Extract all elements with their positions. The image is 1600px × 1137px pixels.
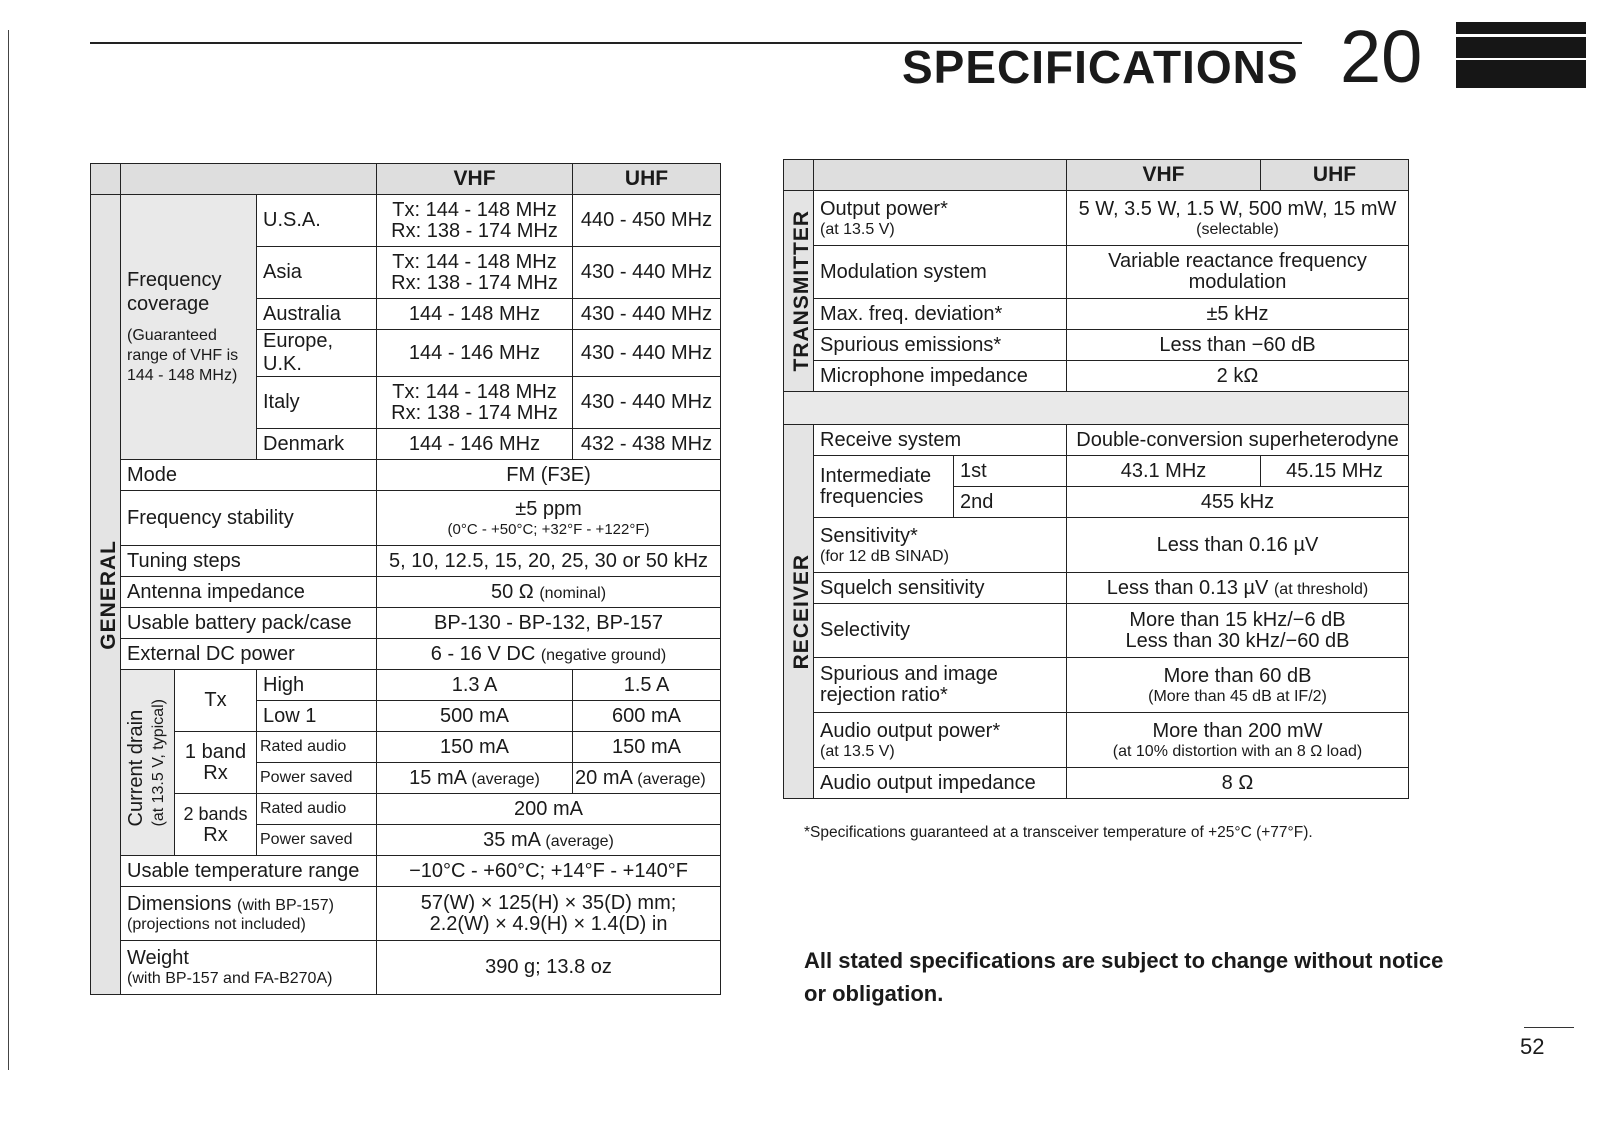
footnote: *Specifications guaranteed at a transceiver temperature of +25°C (+77°F). xyxy=(804,824,1313,841)
vhf-asia-tx: Tx: 144 - 148 MHz xyxy=(392,250,557,273)
modulation-label: Modulation system xyxy=(814,246,1067,299)
table-row xyxy=(91,887,721,941)
table-row xyxy=(784,573,1409,604)
col-header-vhf: VHF xyxy=(377,164,573,195)
dimensions-note: (projections not included) xyxy=(127,916,306,933)
rx2-rated-label: Rated audio xyxy=(257,794,377,825)
tx-high-label: High xyxy=(257,670,377,701)
vhf-usa xyxy=(377,195,573,247)
stability-range: (0°C - +50°C; +32°F - +122°F) xyxy=(447,521,650,538)
table-row xyxy=(784,425,1409,456)
selectivity-label: Selectivity xyxy=(814,604,1067,658)
page-number: 52 xyxy=(1520,1034,1545,1059)
squelch-value-cell xyxy=(1067,573,1409,604)
section-transmitter xyxy=(784,191,814,392)
table-row xyxy=(784,191,1409,246)
rx1-label-line1: 1 band xyxy=(184,740,247,763)
table-row xyxy=(91,195,721,247)
col-header-vhf: VHF xyxy=(1067,160,1261,191)
tuning-value: 5, 10, 12.5, 15, 20, 25, 30 or 50 kHz xyxy=(377,546,721,577)
output-power-note: (at 13.5 V) xyxy=(820,220,895,238)
if-first-label: 1st xyxy=(954,456,1067,487)
col-header-uhf: UHF xyxy=(573,164,721,195)
output-power-label: Output power* xyxy=(820,197,948,220)
table-row xyxy=(91,794,721,825)
vhf-italy-tx: Tx: 144 - 148 MHz xyxy=(392,380,557,403)
section-separator xyxy=(784,392,1409,425)
selectivity-value-line1: More than 15 kHz/−6 dB xyxy=(1129,608,1346,631)
rx2-label xyxy=(175,794,257,856)
output-power-value: 5 W, 3.5 W, 1.5 W, 500 mW, 15 mW xyxy=(1078,197,1397,220)
modulation-value-cell xyxy=(1067,246,1409,299)
uhf-europe: 430 - 440 MHz xyxy=(573,330,721,377)
freq-coverage-cell xyxy=(121,195,257,460)
if-second-label: 2nd xyxy=(954,487,1067,518)
temperature-label: Usable temperature range xyxy=(121,856,377,887)
vhf-australia: 144 - 148 MHz xyxy=(377,299,573,330)
dimensions-label-cell xyxy=(121,887,377,941)
tuning-label: Tuning steps xyxy=(121,546,377,577)
image-value: More than 60 dB xyxy=(1163,664,1312,687)
rx1-saved-uhf-note: (average) xyxy=(637,770,706,788)
table-row xyxy=(784,768,1409,799)
spurious-label: Spurious emissions* xyxy=(814,330,1067,361)
battery-value: BP-130 - BP-132, BP-157 xyxy=(377,608,721,639)
table-row xyxy=(784,299,1409,330)
mode-value: FM (F3E) xyxy=(377,460,721,491)
tx-high-uhf: 1.5 A xyxy=(573,670,721,701)
table-row xyxy=(91,546,721,577)
dc-note: (negative ground) xyxy=(540,646,667,664)
image-label-line2: rejection ratio* xyxy=(820,684,948,706)
vhf-italy-rx: Rx: 138 - 174 MHz xyxy=(391,401,558,424)
weight-note: (with BP-157 and FA-B270A) xyxy=(127,970,333,987)
temperature-value: −10°C - +60°C; +14°F - +140°F xyxy=(377,856,721,887)
vhf-usa-tx: Tx: 144 - 148 MHz xyxy=(392,198,557,221)
sensitivity-label: Sensitivity* xyxy=(820,524,918,547)
modulation-value-line1: Variable reactance frequency xyxy=(1108,250,1367,272)
section-label-transmitter: TRANSMITTER xyxy=(790,210,813,372)
table-row xyxy=(91,941,721,995)
stability-value-cell xyxy=(377,491,721,546)
table-row xyxy=(784,456,1409,487)
audio-imp-label: Audio output impedance xyxy=(814,768,1067,799)
section-label-receiver: RECEIVER xyxy=(790,553,813,670)
current-drain-condition: (at 13.5 V, typical) xyxy=(149,698,167,827)
region-australia: Australia xyxy=(257,299,377,330)
image-label-cell xyxy=(814,658,1067,713)
if-label-line2: frequencies xyxy=(820,485,924,508)
rx1-saved-vhf-note: (average) xyxy=(471,770,540,788)
deviation-value: ±5 kHz xyxy=(1067,299,1409,330)
table-header-row xyxy=(784,160,1409,191)
mic-label: Microphone impedance xyxy=(814,361,1067,392)
deviation-label: Max. freq. deviation* xyxy=(814,299,1067,330)
rx1-saved-vhf-cell xyxy=(377,763,573,794)
chapter-number: 20 xyxy=(1340,15,1423,98)
rx1-saved-label: Power saved xyxy=(257,763,377,794)
rx1-rated-vhf: 150 mA xyxy=(377,732,573,763)
uhf-asia: 430 - 440 MHz xyxy=(573,247,721,299)
freq-coverage-note: (Guaranteed range of VHF is 144 - 148 MHz) xyxy=(127,327,239,384)
stability-label: Frequency stability xyxy=(121,491,377,546)
table-separator-row xyxy=(784,392,1409,425)
rx2-label-line2: Rx xyxy=(203,823,228,846)
rx2-saved-value: 35 mA xyxy=(483,828,540,851)
chapter-tab xyxy=(1456,22,1586,88)
output-power-value-note: (selectable) xyxy=(1196,220,1279,238)
audio-power-value-cell xyxy=(1067,713,1409,768)
table-header-row xyxy=(91,164,721,195)
stability-value: ±5 ppm xyxy=(515,498,582,520)
dc-value: 6 - 16 V DC xyxy=(430,642,536,665)
spurious-value: Less than −60 dB xyxy=(1067,330,1409,361)
weight-label: Weight xyxy=(127,947,189,969)
battery-label: Usable battery pack/case xyxy=(121,608,377,639)
rx1-rated-uhf: 150 mA xyxy=(573,732,721,763)
region-asia: Asia xyxy=(257,247,377,299)
section-label-general: GENERAL xyxy=(97,539,120,650)
output-label-cell xyxy=(814,191,1067,246)
squelch-label: Squelch sensitivity xyxy=(814,573,1067,604)
uhf-denmark: 432 - 438 MHz xyxy=(573,429,721,460)
table-row xyxy=(784,361,1409,392)
weight-label-cell xyxy=(121,941,377,995)
tx-low-vhf: 500 mA xyxy=(377,701,573,732)
tx-rx-spec-table xyxy=(783,159,1409,799)
rx1-saved-uhf: 20 mA xyxy=(575,766,632,789)
audio-imp-value: 8 Ω xyxy=(1067,768,1409,799)
page-title: SPECIFICATIONS xyxy=(902,41,1299,93)
rx1-rated-label: Rated audio xyxy=(257,732,377,763)
freq-coverage-label: Frequency coverage xyxy=(127,269,222,315)
section-general xyxy=(91,195,121,995)
antenna-value: 50 Ω xyxy=(491,580,534,603)
rx1-label-line2: Rx xyxy=(203,761,228,784)
section-receiver xyxy=(784,425,814,799)
squelch-value: Less than 0.13 µV xyxy=(1106,576,1269,599)
dimensions-label-note: (with BP-157) xyxy=(237,897,334,914)
vhf-asia xyxy=(377,247,573,299)
tx-low-label: Low 1 xyxy=(257,701,377,732)
table-row xyxy=(784,330,1409,361)
tx-label: Tx xyxy=(175,670,257,732)
if-second-value: 455 kHz xyxy=(1067,487,1409,518)
current-drain-cell xyxy=(121,670,175,856)
vhf-usa-rx: Rx: 138 - 174 MHz xyxy=(391,219,558,242)
region-italy: Italy xyxy=(257,377,377,429)
table-row xyxy=(91,491,721,546)
antenna-value-cell xyxy=(377,577,721,608)
uhf-australia: 430 - 440 MHz xyxy=(573,299,721,330)
vhf-asia-rx: Rx: 138 - 174 MHz xyxy=(391,271,558,294)
table-row xyxy=(91,732,721,763)
image-note: (More than 45 dB at IF/2) xyxy=(1148,687,1327,705)
audio-power-value-note: (at 10% distortion with an 8 Ω load) xyxy=(1112,742,1363,760)
current-drain-title: Current drain xyxy=(124,709,147,827)
table-row xyxy=(784,713,1409,768)
table-row xyxy=(784,658,1409,713)
squelch-note: (at threshold) xyxy=(1273,580,1369,598)
rx1-saved-uhf-cell xyxy=(573,763,721,794)
audio-power-label-cell xyxy=(814,713,1067,768)
tx-high-vhf: 1.3 A xyxy=(377,670,573,701)
table-row xyxy=(91,608,721,639)
selectivity-value-cell xyxy=(1067,604,1409,658)
audio-power-value: More than 200 mW xyxy=(1152,719,1323,742)
output-value-cell xyxy=(1067,191,1409,246)
disclaimer: All stated specifications are subject to change without notice or obligation. xyxy=(804,948,1444,1006)
rx2-saved-note: (average) xyxy=(545,832,614,850)
dimensions-metric: 57(W) × 125(H) × 35(D) mm; xyxy=(420,891,677,914)
if-label-line1: Intermediate xyxy=(820,464,932,487)
antenna-note: (nominal) xyxy=(539,584,607,602)
dc-value-cell xyxy=(377,639,721,670)
current-drain-label xyxy=(125,699,171,826)
mic-value: 2 kΩ xyxy=(1067,361,1409,392)
if-first-vhf: 43.1 MHz xyxy=(1067,456,1261,487)
table-row xyxy=(784,518,1409,573)
audio-power-label: Audio output power* xyxy=(820,719,1001,742)
region-europe: Europe, U.K. xyxy=(257,330,377,377)
rx1-saved-vhf: 15 mA xyxy=(409,766,466,789)
mode-label: Mode xyxy=(121,460,377,491)
vhf-europe: 144 - 146 MHz xyxy=(377,330,573,377)
if-first-uhf: 45.15 MHz xyxy=(1261,456,1409,487)
dimensions-imperial: 2.2(W) × 4.9(H) × 1.4(D) in xyxy=(429,912,668,935)
sensitivity-note: (for 12 dB SINAD) xyxy=(820,547,949,565)
rx1-label xyxy=(175,732,257,794)
dc-label: External DC power xyxy=(121,639,377,670)
dimensions-label: Dimensions xyxy=(127,893,232,915)
rx2-saved-label: Power saved xyxy=(257,825,377,856)
if-label xyxy=(814,456,954,518)
table-row xyxy=(91,670,721,701)
table-row xyxy=(91,460,721,491)
sensitivity-value: Less than 0.16 µV xyxy=(1067,518,1409,573)
selectivity-value-line2: Less than 30 kHz/−60 dB xyxy=(1125,629,1350,652)
vhf-italy xyxy=(377,377,573,429)
rx2-saved-cell xyxy=(377,825,721,856)
rx2-label-line1: 2 bands xyxy=(183,803,248,824)
rx2-rated-value: 200 mA xyxy=(377,794,721,825)
image-value-cell xyxy=(1067,658,1409,713)
tx-low-uhf: 600 mA xyxy=(573,701,721,732)
general-spec-table xyxy=(90,163,721,995)
table-row xyxy=(784,246,1409,299)
weight-value: 390 g; 13.8 oz xyxy=(377,941,721,995)
region-denmark: Denmark xyxy=(257,429,377,460)
table-row xyxy=(91,856,721,887)
page-number-rule xyxy=(1524,1027,1574,1028)
vhf-denmark: 144 - 146 MHz xyxy=(377,429,573,460)
antenna-label: Antenna impedance xyxy=(121,577,377,608)
modulation-value-line2: modulation xyxy=(1188,271,1287,293)
table-row xyxy=(784,604,1409,658)
audio-power-note: (at 13.5 V) xyxy=(820,742,895,760)
table-row xyxy=(91,639,721,670)
receive-system-value: Double-conversion superheterodyne xyxy=(1067,425,1409,456)
uhf-italy: 430 - 440 MHz xyxy=(573,377,721,429)
sensitivity-label-cell xyxy=(814,518,1067,573)
region-usa: U.S.A. xyxy=(257,195,377,247)
image-label-line1: Spurious and image xyxy=(820,663,998,685)
col-header-uhf: UHF xyxy=(1261,160,1409,191)
page-margin-line xyxy=(8,30,9,1070)
uhf-usa: 440 - 450 MHz xyxy=(573,195,721,247)
table-row xyxy=(91,577,721,608)
receive-system-label: Receive system xyxy=(814,425,1067,456)
dimensions-value-cell xyxy=(377,887,721,941)
